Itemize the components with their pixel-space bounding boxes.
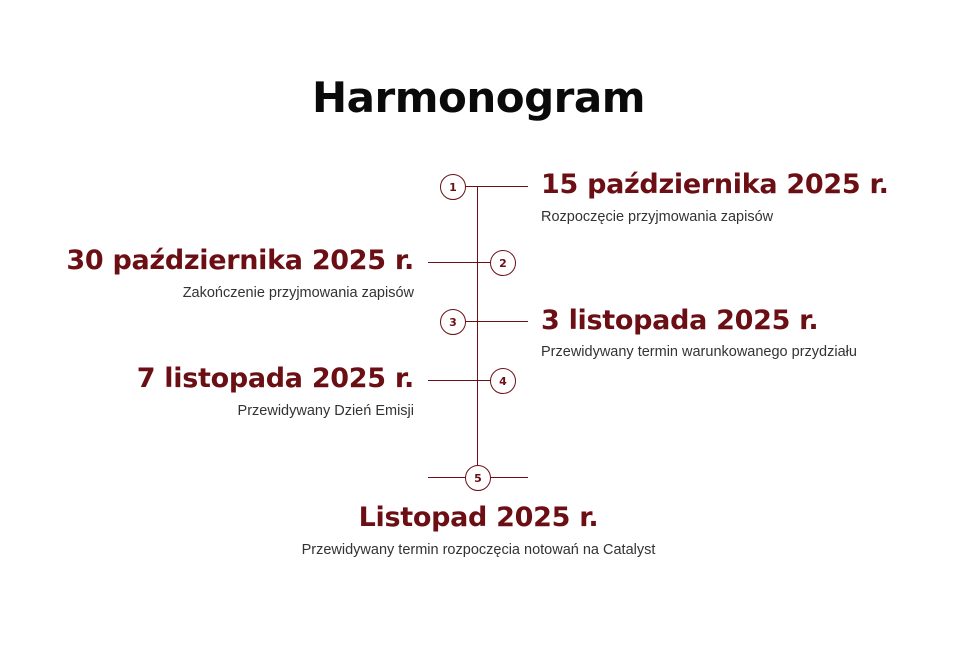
event-description-1: Rozpoczęcie przyjmowania zapisów	[541, 209, 774, 225]
page-title: Harmonogram	[312, 73, 645, 122]
event-date-3: 3 listopada 2025 r.	[541, 305, 819, 336]
event-date-4: 7 listopada 2025 r.	[136, 363, 414, 394]
event-date-2: 30 października 2025 r.	[66, 245, 414, 276]
event-description-3: Przewidywany termin warunkowanego przydziału	[541, 344, 857, 360]
connector-2	[428, 262, 490, 263]
connector-4	[428, 380, 490, 381]
event-description-2: Zakończenie przyjmowania zapisów	[182, 285, 414, 301]
connector-1	[466, 186, 528, 187]
event-date-5: Listopad 2025 r.	[358, 502, 599, 533]
step-marker-1: 1	[440, 174, 466, 200]
timeline-axis	[477, 186, 478, 478]
step-marker-4: 4	[490, 368, 516, 394]
event-description-4: Przewidywany Dzień Emisji	[237, 403, 414, 419]
step-marker-3: 3	[440, 309, 466, 335]
event-description-5: Przewidywany termin rozpoczęcia notowań na Catalyst	[301, 542, 656, 558]
connector-3	[466, 321, 528, 322]
step-marker-5: 5	[465, 465, 491, 491]
step-marker-2: 2	[490, 250, 516, 276]
event-date-1: 15 października 2025 r.	[541, 169, 889, 200]
